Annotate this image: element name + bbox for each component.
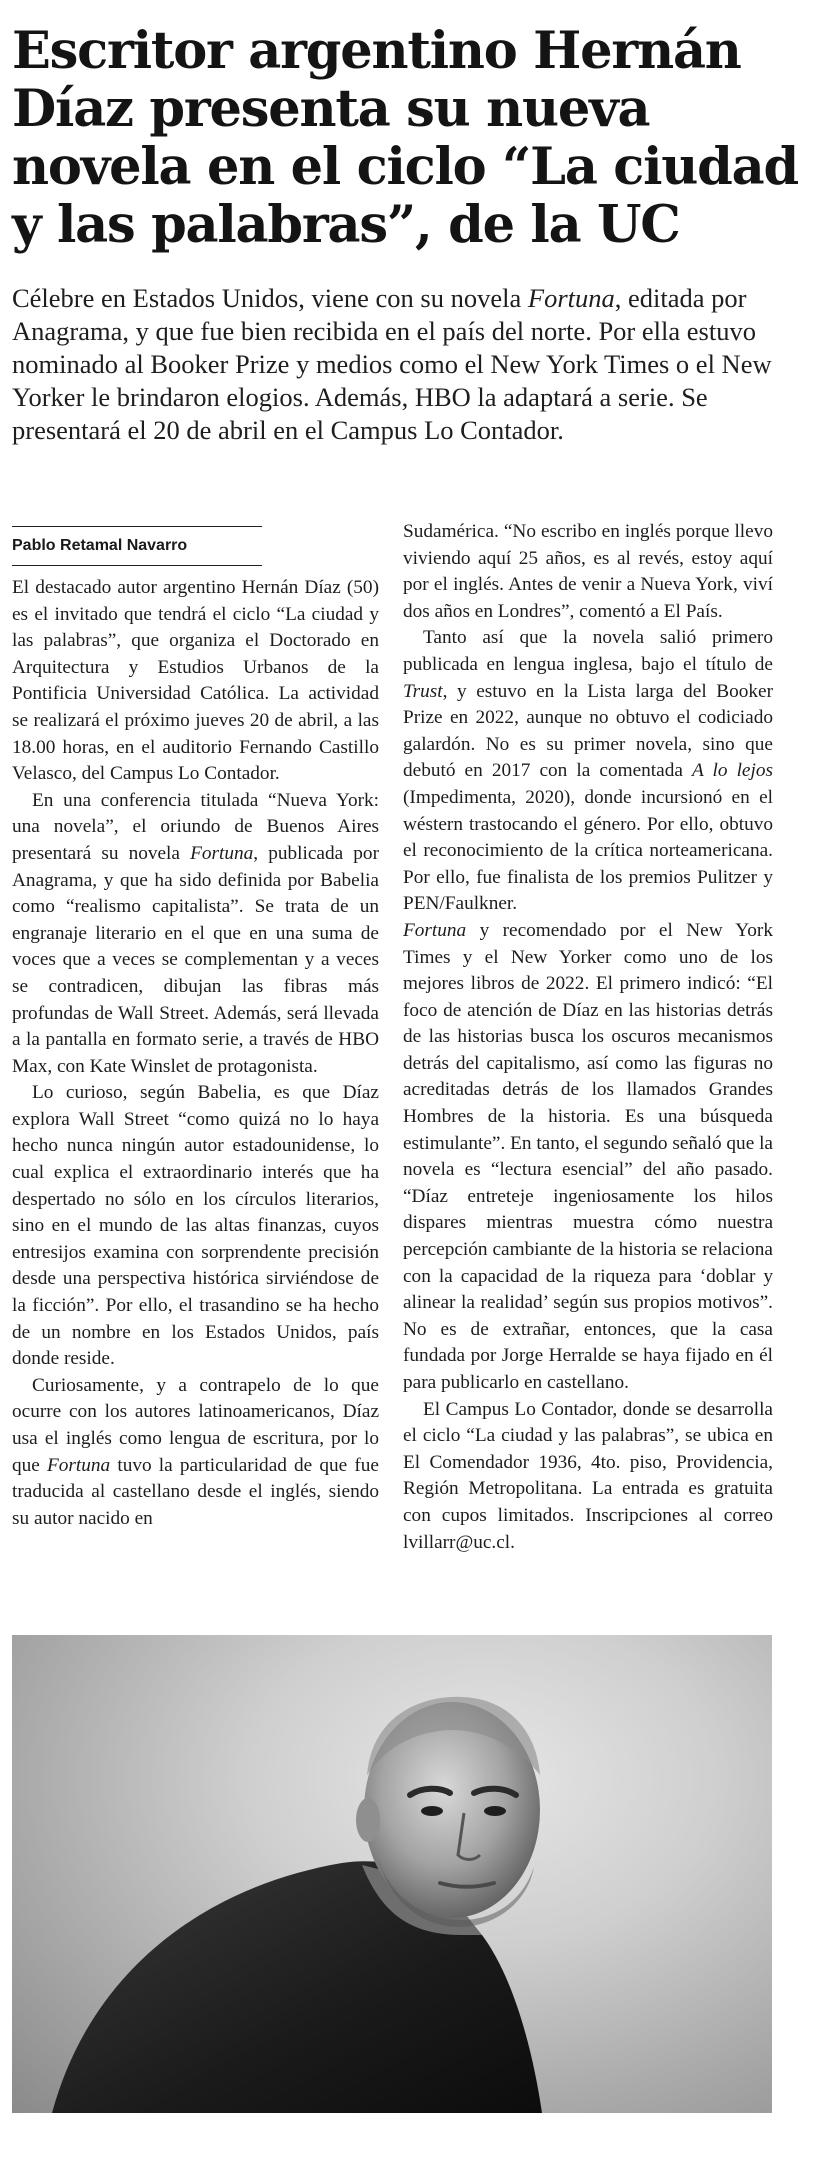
body-text: , publicada por Anagrama, y que ha sido definida por Babelia como “realismo capitalista”. Se trata de un engranaje literario en el que en una suma de voces que a veces se complementan y a veces se contradicen, dibujan las fibras más profundas de Wall Street. Además, será llevada a la pantalla en formato serie, a través de HBO Max, con Kate Winslet de protagonista.	[12, 842, 379, 1077]
body-column-left	[12, 575, 379, 1532]
author-portrait-illustration	[12, 1635, 772, 2113]
book-title: Trust	[403, 680, 443, 702]
body-text: Curiosamente, y a contrapelo de lo que ocurre con los autores latinoamericanos, Díaz usa el inglés como lengua de escritura, por lo que	[12, 1374, 379, 1476]
body-paragraph: Sudamérica. “No escribo en inglés porque llevo viviendo aquí 25 años, es al revés, estoy aquí por el inglés. Antes de venir a Nueva York, viví dos años en Londres”, comentó a El País.	[403, 521, 773, 622]
body-paragraph	[403, 625, 773, 918]
book-title: Fortuna	[190, 842, 254, 864]
body-paragraph: Lo curioso, según Babelia, es que Díaz explora Wall Street “como quizá no lo haya hecho nunca ningún autor estadounidense, lo cual explica el extraordinario interés que ha despertado no sólo en los círculos literarios, sino en el mundo de las altas finanzas, cuyos entresijos examina con sorprendente precisión desde una perspectiva histórica sirviéndose de la ficción”. Por ello, el trasandino se ha hecho de un nombre en los Estados Unidos, país donde reside.	[12, 1082, 379, 1370]
body-text: (Impedimenta, 2020), donde incursionó en el wéstern trastocando el género. Por ello, obtuvo el reconocimiento de la crítica norteamericana. Por ello, fue finalista de los premios Pulitzer y PEN/Faulkner.	[403, 786, 773, 915]
body-paragraph: El Campus Lo Contador, donde se desarrolla el ciclo “La ciudad y las palabras”, se ubica en El Comendador 1936, 4to. piso, Providencia, Región Metropolitana. La entrada es gratuita con cupos limitados. Inscripciones al correo lvillarr@uc.cl.	[403, 1398, 773, 1553]
body-paragraph	[12, 788, 379, 1081]
byline: Pablo Retamal Navarro	[12, 537, 188, 554]
book-title: A lo lejos	[691, 760, 773, 782]
body-text: En una conferencia titulada “Nueva York: una novela”, el oriundo de Buenos Aires presentará su novela	[12, 789, 379, 864]
body-column-right	[403, 519, 773, 1556]
lead-book-title: Fortuna	[527, 283, 615, 313]
lead-text-1: Célebre en Estados Unidos, viene con su novela	[12, 283, 528, 313]
byline-top-rule	[12, 526, 262, 527]
body-paragraph: El destacado autor argentino Hernán Díaz (50) es el invitado que tendrá el ciclo “La ciudad y las palabras”, que organiza el Doctorado en Arquitectura y Estudios Urbanos de la Pontificia Universidad Católica. La actividad se realizará el próximo jueves 20 de abril, a las 18.00 horas, en el auditorio Fernando Castillo Velasco, del Campus Lo Contador.	[12, 577, 379, 785]
body-paragraph	[12, 1373, 379, 1533]
body-text: , y estuvo en la Lista larga del Booker Prize en 2022, aunque no obtuvo el codiciado galardón. No es su primer novela, sino que debutó en 2017 con la comentada	[403, 680, 773, 782]
author-photo	[12, 1635, 772, 2113]
lead-text-2: , editada por Anagrama, y que fue bien recibida en el país del norte. Por ella estuvo nominado al Booker Prize y medios como el New York Times o el New Yorker le brindaron elogios. Además, HBO la adaptará a serie. Se presentará el 20 de abril en el Campus Lo Contador.	[12, 283, 772, 445]
body-text: Tanto así que la novela salió primero publicada en lengua inglesa, bajo el título de	[403, 627, 773, 675]
byline-block	[12, 526, 262, 566]
book-title: Fortuna	[403, 919, 467, 941]
book-title: Fortuna	[47, 1454, 111, 1476]
body-text: y recomendado por el New York Times y el New Yorker como uno de los mejores libros de 2022. El primero indicó: “El foco de atención de Díaz en las historias detrás de las historias busca los oscuros mecanismos detrás del capitalismo, así como las figuras no acreditadas detrás de los llamados Grandes Hombres de la historia. Es una búsqueda estimulante”. En tanto, el segundo señaló que la novela es “lectura esencial” del año pasado. “Díaz entreteje ingeniosamente los hilos dispares mientras muestra cómo nuestra percepción cambiante de la historia se relaciona con la capacidad de la riqueza para ‘doblar y alinear la realidad’ según sus propios motivos”. No es de extrañar, entonces, que la casa fundada por Jorge Herralde se haya fijado en él para publicarlo en castellano.	[403, 919, 773, 1393]
body-text: tuvo la particularidad de que fue traducida al castellano desde el inglés, siendo su autor nacido en	[12, 1454, 379, 1529]
headline: Escritor argentino Hernán Díaz presenta su nueva novela en el ciclo “La ciudad y las palabras”, de la UC	[12, 21, 798, 255]
lead-paragraph	[12, 282, 812, 447]
body-paragraph	[403, 918, 773, 1397]
byline-bottom-rule	[12, 565, 262, 566]
